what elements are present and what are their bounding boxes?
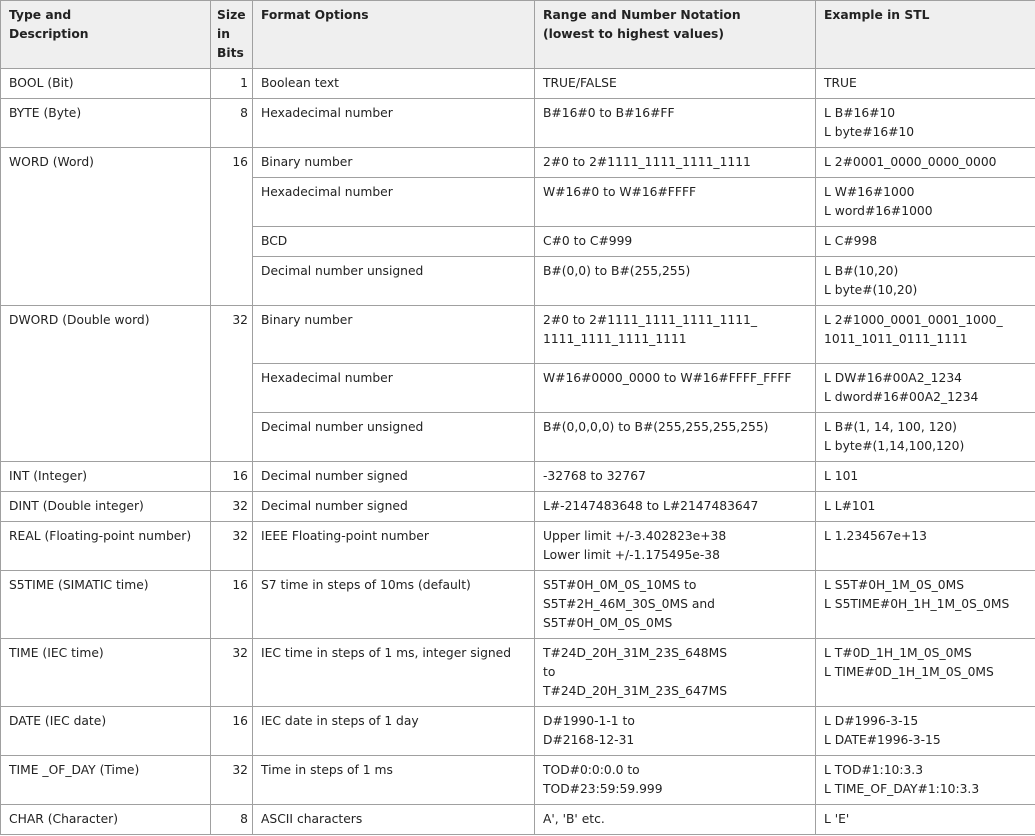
size-cell: 16 xyxy=(211,462,253,492)
range-cell: L#-2147483648 to L#2147483647 xyxy=(535,492,816,522)
table-row xyxy=(1,707,1035,756)
type-cell: REAL (Floating-point number) xyxy=(1,522,211,571)
format-cell: Decimal number unsigned xyxy=(253,257,535,306)
example-cell: L 1.234567e+13 xyxy=(816,522,1035,571)
table-row xyxy=(1,492,1035,522)
example-cell: L TOD#1:10:3.3 L TIME_OF_DAY#1:10:3.3 xyxy=(816,756,1035,805)
table-row xyxy=(1,69,1035,99)
type-cell: TIME (IEC time) xyxy=(1,639,211,707)
table-row xyxy=(1,571,1035,639)
size-cell: 8 xyxy=(211,805,253,835)
example-cell: L B#(10,20) L byte#(10,20) xyxy=(816,257,1035,306)
example-cell: TRUE xyxy=(816,69,1035,99)
table-row xyxy=(1,306,1035,364)
size-cell: 32 xyxy=(211,639,253,707)
type-cell: S5TIME (SIMATIC time) xyxy=(1,571,211,639)
range-cell: 2#0 to 2#1111_1111_1111_1111_ 1111_1111_1111_1111 xyxy=(535,306,816,364)
format-cell: Binary number xyxy=(253,148,535,178)
type-cell: DATE (IEC date) xyxy=(1,707,211,756)
table-row xyxy=(1,99,1035,148)
table-row xyxy=(1,639,1035,707)
format-cell: IEC date in steps of 1 day xyxy=(253,707,535,756)
table-body xyxy=(1,69,1035,835)
format-cell: IEC time in steps of 1 ms, integer signed xyxy=(253,639,535,707)
example-cell: L DW#16#00A2_1234 L dword#16#00A2_1234 xyxy=(816,364,1035,413)
example-cell: L W#16#1000 L word#16#1000 xyxy=(816,178,1035,227)
type-cell: WORD (Word) xyxy=(1,148,211,306)
type-cell: CHAR (Character) xyxy=(1,805,211,835)
example-cell: L 'E' xyxy=(816,805,1035,835)
format-cell: Hexadecimal number xyxy=(253,99,535,148)
example-cell: L 101 xyxy=(816,462,1035,492)
table-row xyxy=(1,522,1035,571)
range-cell: B#(0,0,0,0) to B#(255,255,255,255) xyxy=(535,413,816,462)
range-cell: 2#0 to 2#1111_1111_1111_1111 xyxy=(535,148,816,178)
range-cell: B#16#0 to B#16#FF xyxy=(535,99,816,148)
type-cell: DWORD (Double word) xyxy=(1,306,211,462)
format-cell: S7 time in steps of 10ms (default) xyxy=(253,571,535,639)
range-cell: -32768 to 32767 xyxy=(535,462,816,492)
range-cell: B#(0,0) to B#(255,255) xyxy=(535,257,816,306)
range-cell: T#24D_20H_31M_23S_648MS to T#24D_20H_31M_23S_647MS xyxy=(535,639,816,707)
range-cell: W#16#0000_0000 to W#16#FFFF_FFFF xyxy=(535,364,816,413)
example-cell: L B#(1, 14, 100, 120) L byte#(1,14,100,120) xyxy=(816,413,1035,462)
size-cell: 16 xyxy=(211,148,253,306)
example-cell: L 2#1000_0001_0001_1000_ 1011_1011_0111_1111 xyxy=(816,306,1035,364)
format-cell: Boolean text xyxy=(253,69,535,99)
table-row xyxy=(1,148,1035,178)
size-cell: 32 xyxy=(211,522,253,571)
format-cell: Hexadecimal number xyxy=(253,178,535,227)
table-row xyxy=(1,756,1035,805)
type-cell: INT (Integer) xyxy=(1,462,211,492)
type-cell: DINT (Double integer) xyxy=(1,492,211,522)
range-cell: Upper limit +/-3.402823e+38 Lower limit +/-1.175495e-38 xyxy=(535,522,816,571)
example-cell: L L#101 xyxy=(816,492,1035,522)
size-cell: 32 xyxy=(211,306,253,462)
type-cell: BOOL (Bit) xyxy=(1,69,211,99)
example-cell: L B#16#10 L byte#16#10 xyxy=(816,99,1035,148)
size-cell: 8 xyxy=(211,99,253,148)
format-cell: ASCII characters xyxy=(253,805,535,835)
format-cell: IEEE Floating-point number xyxy=(253,522,535,571)
range-cell: S5T#0H_0M_0S_10MS to S5T#2H_46M_30S_0MS and S5T#0H_0M_0S_0MS xyxy=(535,571,816,639)
range-cell: TRUE/FALSE xyxy=(535,69,816,99)
size-cell: 1 xyxy=(211,69,253,99)
header-range: Range and Number Notation (lowest to highest values) xyxy=(535,1,816,69)
type-cell: BYTE (Byte) xyxy=(1,99,211,148)
format-cell: Hexadecimal number xyxy=(253,364,535,413)
header-size: Size in Bits xyxy=(211,1,253,69)
table-row xyxy=(1,805,1035,835)
example-cell: L 2#0001_0000_0000_0000 xyxy=(816,148,1035,178)
example-cell: L T#0D_1H_1M_0S_0MS L TIME#0D_1H_1M_0S_0MS xyxy=(816,639,1035,707)
header-format: Format Options xyxy=(253,1,535,69)
range-cell: TOD#0:0:0.0 to TOD#23:59:59.999 xyxy=(535,756,816,805)
range-cell: C#0 to C#999 xyxy=(535,227,816,257)
range-cell: D#1990-1-1 to D#2168-12-31 xyxy=(535,707,816,756)
type-cell: TIME _OF_DAY (Time) xyxy=(1,756,211,805)
format-cell: Decimal number signed xyxy=(253,492,535,522)
size-cell: 32 xyxy=(211,492,253,522)
format-cell: Decimal number unsigned xyxy=(253,413,535,462)
header-row xyxy=(1,1,1035,69)
range-cell: A', 'B' etc. xyxy=(535,805,816,835)
example-cell: L D#1996-3-15 L DATE#1996-3-15 xyxy=(816,707,1035,756)
header-example: Example in STL xyxy=(816,1,1035,69)
size-cell: 16 xyxy=(211,707,253,756)
format-cell: Binary number xyxy=(253,306,535,364)
format-cell: Decimal number signed xyxy=(253,462,535,492)
size-cell: 32 xyxy=(211,756,253,805)
header-type: Type and Description xyxy=(1,1,211,69)
format-cell: Time in steps of 1 ms xyxy=(253,756,535,805)
example-cell: L S5T#0H_1M_0S_0MS L S5TIME#0H_1H_1M_0S_0MS xyxy=(816,571,1035,639)
format-cell: BCD xyxy=(253,227,535,257)
range-cell: W#16#0 to W#16#FFFF xyxy=(535,178,816,227)
example-cell: L C#998 xyxy=(816,227,1035,257)
table-row xyxy=(1,462,1035,492)
size-cell: 16 xyxy=(211,571,253,639)
